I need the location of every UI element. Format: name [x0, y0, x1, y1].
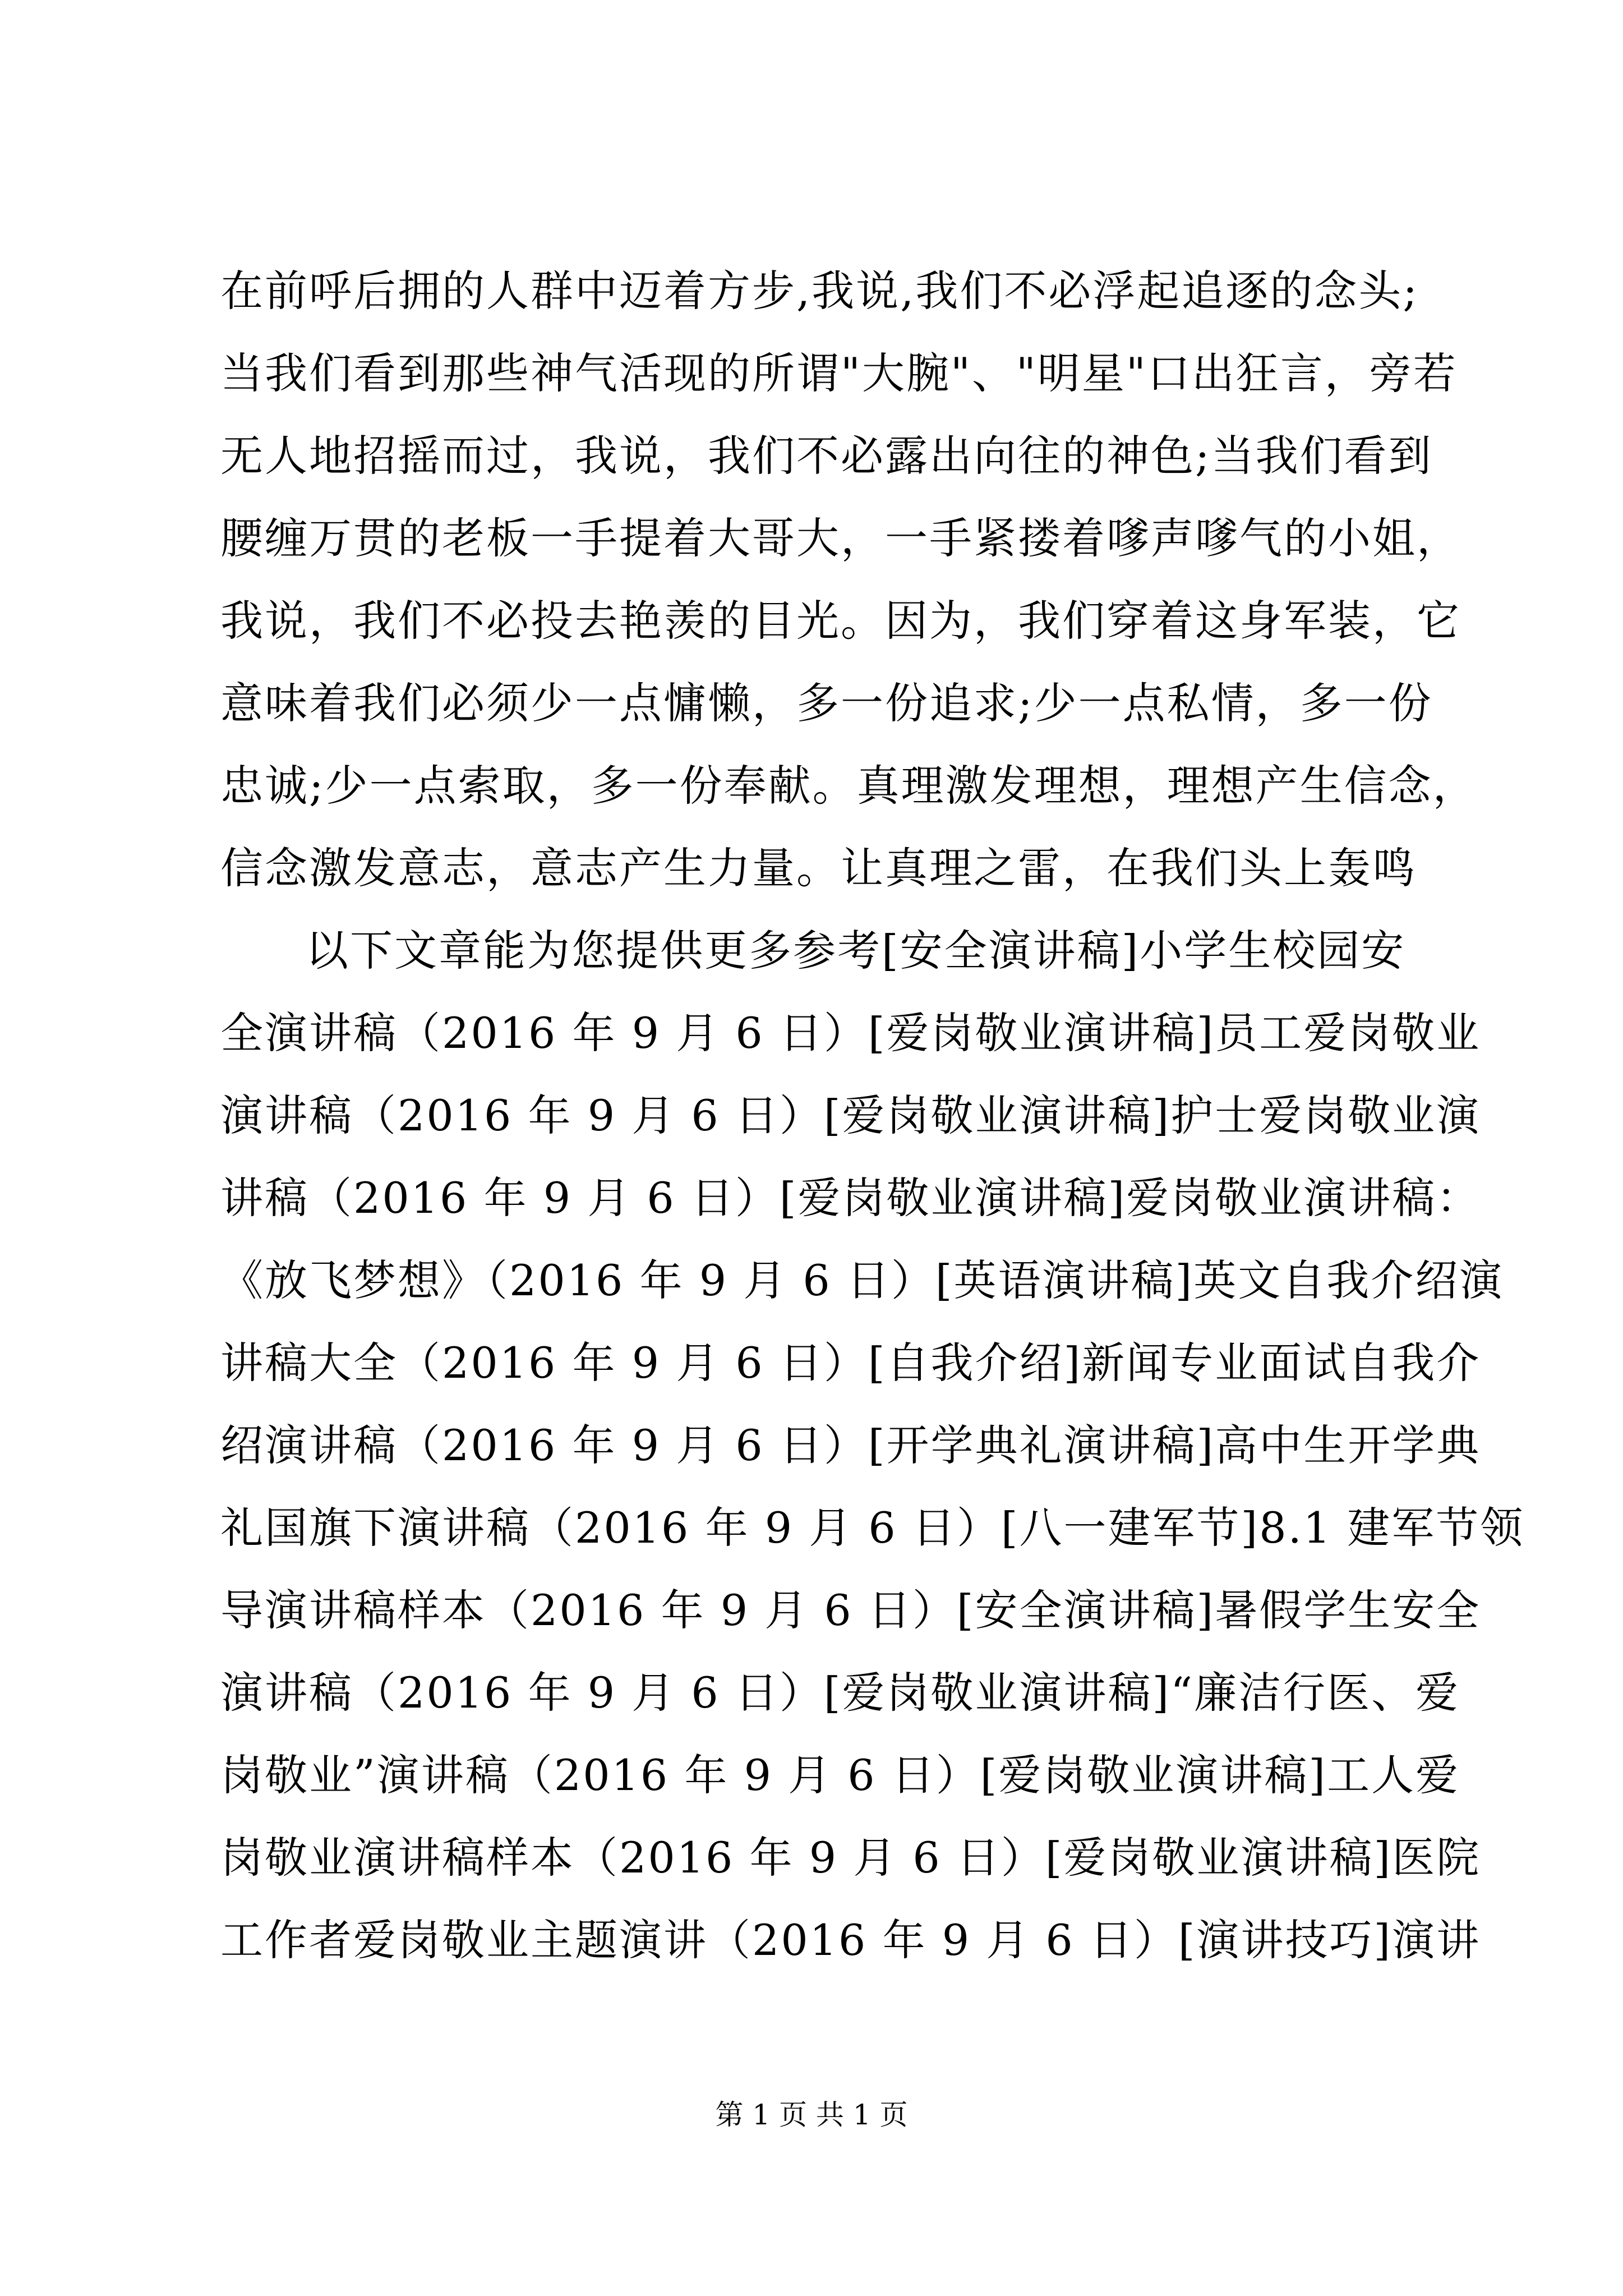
text-line: 全演讲稿（2016 年 9 月 6 日）[爱岗敬业演讲稿]员工爱岗敬业 [220, 1008, 1481, 1058]
text-line: 演讲稿（2016 年 9 月 6 日）[爱岗敬业演讲稿]护士爱岗敬业演 [220, 1091, 1481, 1140]
paragraph-start-line: 以下文章能为您提供更多参考[安全演讲稿]小学生校园安 [306, 926, 1406, 976]
text-line: 《放飞梦想》（2016 年 9 月 6 日）[英语演讲稿]英文自我介绍演 [220, 1255, 1504, 1305]
text-line: 信念激发意志，意志产生力量。让真理之雷，在我们头上轰鸣 [220, 843, 1417, 893]
body-text [220, 250, 1525, 1981]
text-line: 讲稿（2016 年 9 月 6 日）[爱岗敬业演讲稿]爱岗敬业演讲稿： [220, 1173, 1481, 1223]
text-line: 忠诚;少一点索取，多一份奉献。真理激发理想，理想产生信念， [220, 761, 1477, 811]
text-line: 岗敬业”演讲稿（2016 年 9 月 6 日）[爱岗敬业演讲稿]工人爱 [220, 1750, 1460, 1800]
text-line: 岗敬业演讲稿样本（2016 年 9 月 6 日）[爱岗敬业演讲稿]医院 [220, 1833, 1481, 1883]
text-line: 导演讲稿样本（2016 年 9 月 6 日）[安全演讲稿]暑假学生安全 [220, 1585, 1481, 1635]
text-line: 演讲稿（2016 年 9 月 6 日）[爱岗敬业演讲稿]“廉洁行医、爱 [220, 1668, 1460, 1718]
text-line: 在前呼后拥的人群中迈着方步,我说,我们不必浮起追逐的念头; [220, 266, 1419, 316]
text-line: 礼国旗下演讲稿（2016 年 9 月 6 日）[八一建军节]8.1 建军节领 [220, 1503, 1525, 1553]
text-line: 腰缠万贯的老板一手提着大哥大，一手紧搂着嗲声嗲气的小姐， [220, 513, 1461, 563]
text-line: 我说，我们不必投去艳羡的目光。因为，我们穿着这身军装，它 [220, 596, 1461, 646]
text-line: 意味着我们必须少一点慵懒，多一份追求;少一点私情，多一份 [220, 678, 1433, 728]
page-footer [0, 2095, 1623, 2134]
text-line: 讲稿大全（2016 年 9 月 6 日）[自我介绍]新闻专业面试自我介 [220, 1338, 1481, 1388]
text-line: 绍演讲稿（2016 年 9 月 6 日）[开学典礼演讲稿]高中生开学典 [220, 1420, 1481, 1470]
text-line: 无人地招摇而过，我说，我们不必露出向往的神色;当我们看到 [220, 431, 1433, 481]
text-line: 当我们看到那些神气活现的所谓"大腕"、"明星"口出狂言，旁若 [220, 348, 1458, 398]
page-number: 第 1 页 共 1 页 [715, 2099, 908, 2131]
text-line: 工作者爱岗敬业主题演讲（2016 年 9 月 6 日）[演讲技巧]演讲 [220, 1915, 1481, 1965]
